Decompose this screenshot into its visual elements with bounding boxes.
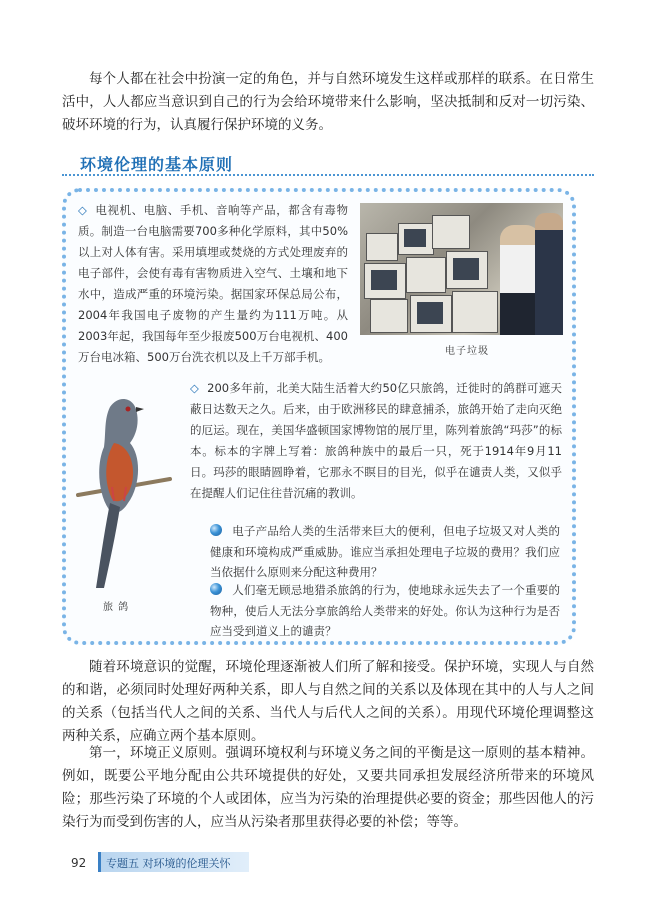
- page-number: 92: [71, 856, 87, 870]
- ewaste-photo: [360, 203, 563, 335]
- pigeon-text: [190, 378, 562, 504]
- question-1-text: 电子产品给人类的生活带来巨大的便利，但电子垃圾又对人类的健康和环境构成严重威胁。谁应当承担处理电子垃圾的费用？我们应当依据什么原则来分配这种费用？: [210, 524, 560, 579]
- officer-figure-2: [535, 213, 563, 335]
- ewaste-text: [78, 200, 348, 368]
- officer-figure: [500, 225, 540, 335]
- question-2-text: 人们毫无顾忌地猎杀旅鸽的行为，使地球永远失去了一个重要的物种，使后人无法分享旅鸽给人类带来的好处。你认为这种行为是否应当受到道义上的谴责？: [210, 583, 560, 638]
- pigeon-body: 200多年前，北美大陆生活着大约50亿只旅鸽，迁徙时的鸽群可遮天蔽日达数天之久。后来，由于欧洲移民的肆意捕杀，旅鸽开始了走向灭绝的厄运。现在，美国华盛顿国家博物馆的展厅里，陈列着旅鸽“玛莎”的标本。标本的字牌上写着：旅鸽种族中的最后一只，死于1914年9月11日。玛莎的眼睛圆睁着，它那永不瞑目的目光，似乎在谴责人类，又似乎在提醒人们记住往昔沉痛的教训。: [190, 381, 562, 500]
- discussion-question-1: [210, 521, 560, 583]
- bullet-icon: [210, 583, 222, 595]
- bullet-icon: [210, 524, 222, 536]
- discussion-question-2: [210, 580, 560, 642]
- bird-caption: 旅 鸽: [103, 602, 130, 613]
- body-paragraph-2: 随着环境意识的觉醒，环境伦理逐渐被人们所了解和接受。保护环境，实现人与自然的和谐，必须同时处理好两种关系，即人与自然之间的关系以及体现在其中的人与人之间的关系（包括当代人之间的关系、当代人与后代人之间的关系）。用现代环境伦理调整这两种关系，应确立两个基本原则。: [62, 659, 594, 744]
- body-paragraph-3: 第一，环境正义原则。强调环境权利与环境义务之间的平衡是这一原则的基本精神。例如，既要公平地分配由公共环境提供的好处，又要共同承担发展经济所带来的环境风险；那些污染了环境的个人或团体，应当为污染的治理提供必要的资金；那些因他人的污染行为而受到伤害的人，应当从污染者那里获得必要的补偿；等等。: [62, 745, 594, 830]
- chapter-label: 专题五 对环境的伦理关怀: [106, 857, 231, 870]
- photo-caption: 电子垃圾: [445, 346, 489, 357]
- diamond-icon: ◇: [78, 203, 88, 217]
- section-divider: [62, 174, 594, 176]
- diamond-icon: ◇: [190, 381, 200, 395]
- ewaste-body: 电视机、电脑、手机、音响等产品，都含有毒物质。制造一台电脑需要700多种化学原料，其中50%以上对人体有害。采用填埋或焚烧的方式处理废弃的电子部件，会使有毒有害物质进入空气、土壤和地下水中，造成严重的环境污染。据国家环保总局公布，2004年我国电子废物的产生量约为111万吨。从2003年起，我国每年至少报废500万台电视机、400万台电冰箱、500万台洗衣机以及上千万部手机。: [78, 203, 348, 364]
- passenger-pigeon-illustration: [70, 383, 180, 593]
- intro-paragraph: 每个人都在社会中扮演一定的角色，并与自然环境发生这样或那样的联系。在日常生活中，人人都应当意识到自己的行为会给环境带来什么影响，坚决抵制和反对一切污染、破坏环境的行为，认真履行保护环境的义务。: [62, 71, 594, 133]
- section-title: 环境伦理的基本原则: [80, 155, 234, 174]
